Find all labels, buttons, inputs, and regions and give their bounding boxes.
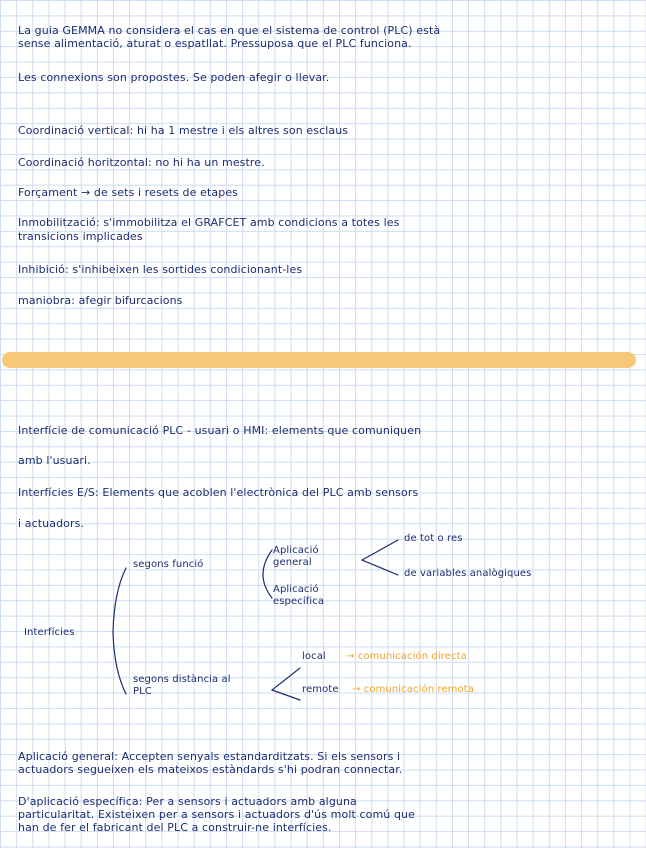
- note-inhibicio: Inhibició: s'inhibeixen les sortides condicionant-les: [18, 263, 303, 276]
- note-hmi-2: amb l'usuari.: [18, 454, 91, 467]
- note-coord-vertical: Coordinació vertical: hi ha 1 mestre i els altres son esclaus: [18, 124, 349, 137]
- note-hmi-1: Interfície de comunicació PLC - usuari o HMI: elements que comuniquen: [18, 424, 422, 437]
- note-es-1: Interfícies E/S: Elements que acoblen l'electrònica del PLC amb sensors: [18, 486, 419, 499]
- tree-app-specific: Aplicació específica: [273, 584, 325, 607]
- note-app-general-1: Aplicació general: Accepten senyals estandarditzats. Si els sensors i: [18, 750, 401, 763]
- note-gemma-2: sense alimentació, aturat o espatllat. Pressuposa que el PLC funciona.: [18, 37, 412, 50]
- tree-branch-distancia: segons distància al PLC: [133, 674, 231, 697]
- note-forcament: Forçament → de sets i resets de etapes: [18, 186, 238, 199]
- brace-distancia: [272, 668, 300, 700]
- note-es-2: i actuadors.: [18, 517, 85, 530]
- brace-funcio: [263, 550, 272, 598]
- note-app-especifica-2: particularitat. Existeixen per a sensors i actuadors d'ús molt comú que: [18, 808, 415, 821]
- tree-root: Interfícies: [24, 627, 75, 638]
- note-app-especifica-1: D'aplicació específica: Per a sensors i actuadors amb alguna: [18, 795, 357, 808]
- note-gemma-1: La guia GEMMA no considera el cas en que el sistema de control (PLC) està: [18, 24, 441, 37]
- note-inmobilitzacio-1: Inmobilització: s'immobilitza el GRAFCET amb condicions a totes les: [18, 216, 400, 229]
- tree-local-comunicacio: → comunicación directa: [346, 651, 467, 662]
- note-app-general-2: actuadors segueixen els mateixos estàndards s'hi podran connectar.: [18, 763, 403, 776]
- tree-remote-comunicacio: → comunicación remota: [352, 684, 474, 695]
- brace-root: [113, 568, 126, 694]
- tree-local: local: [302, 651, 326, 662]
- tree-branch-funcio: segons funció: [133, 559, 204, 570]
- note-maniobra: maniobra: afegir bifurcacions: [18, 294, 183, 307]
- note-coord-horitzontal: Coordinació horitzontal: no hi ha un mestre.: [18, 156, 265, 169]
- note-inmobilitzacio-2: transicions implicades: [18, 230, 143, 243]
- note-connexions: Les connexions son propostes. Se poden afegir o llevar.: [18, 71, 330, 84]
- tree-leaf-analogiques: de variables analògiques: [404, 568, 532, 579]
- brace-general: [362, 540, 398, 575]
- tree-leaf-tot-o-res: de tot o res: [404, 533, 463, 544]
- highlighter-divider: [2, 352, 636, 368]
- tree-app-general: Aplicació general: [273, 545, 319, 568]
- tree-remote: remote: [302, 684, 339, 695]
- note-app-especifica-3: han de fer el fabricant del PLC a construir-ne interfícies.: [18, 821, 332, 834]
